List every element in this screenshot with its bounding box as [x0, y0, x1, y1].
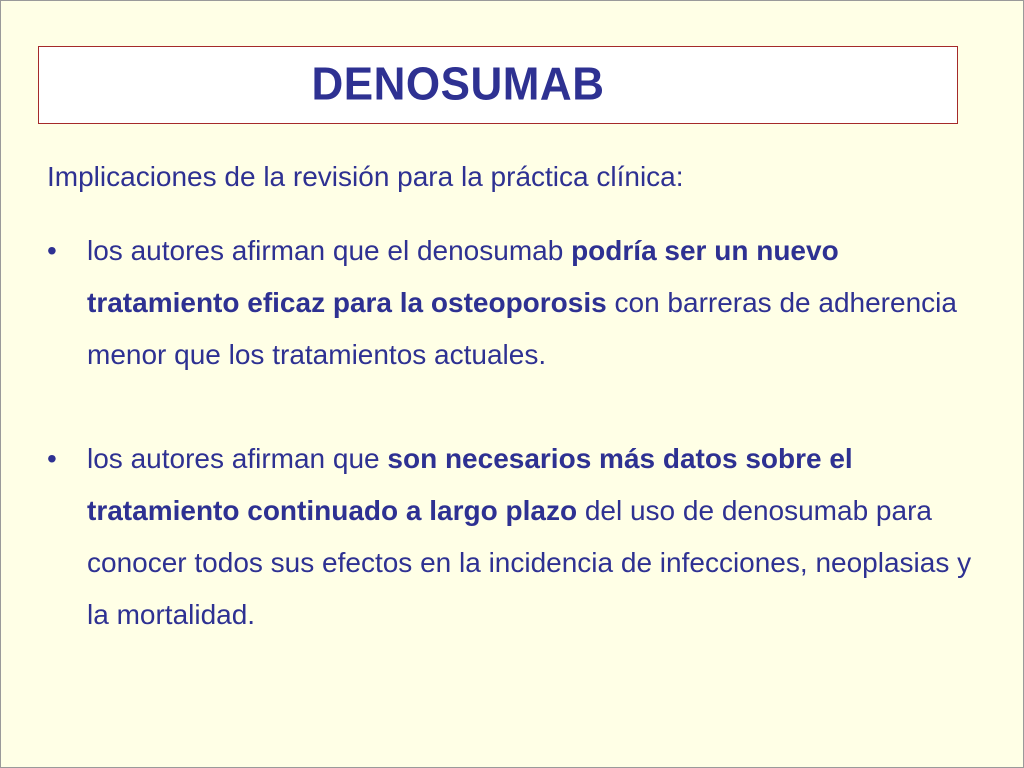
title-box: [38, 46, 958, 124]
bullet-text: [87, 235, 957, 370]
bullet-text: [87, 443, 971, 630]
bullet-text-regular: los autores afirman que: [87, 443, 388, 474]
bullet-text-bold: podría ser un nuevo tratamiento eficaz para la osteoporosis: [87, 235, 839, 318]
bullet-marker: •: [47, 443, 57, 474]
slide-title: DENOSUMAB: [311, 58, 605, 111]
intro-text: Implicaciones de la revisión para la práctica clínica:: [47, 161, 684, 192]
bullet-marker: •: [47, 235, 57, 266]
slide-content: [47, 151, 977, 641]
bullet-text-regular: del uso de denosumab para conocer todos sus efectos en la incidencia de infecciones, neoplasias y la mortalidad.: [87, 495, 972, 630]
bullet-text-regular: con barreras de adherencia menor que los tratamientos actuales.: [87, 287, 957, 370]
bullet-text-bold: son necesarios más datos sobre el tratamiento continuado a largo plazo: [87, 443, 853, 526]
bullet-item: [47, 433, 977, 641]
bullet-item: [47, 225, 977, 381]
bullet-text-regular: los autores afirman que el denosumab: [87, 235, 572, 266]
